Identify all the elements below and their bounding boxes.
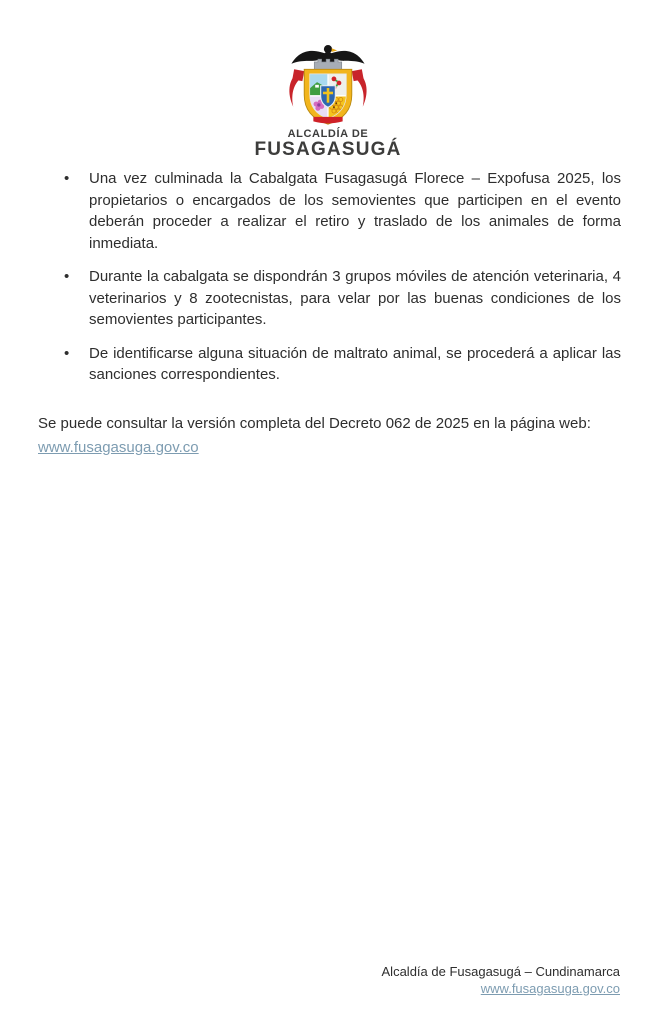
bullet-list	[38, 168, 621, 386]
website-link[interactable]: www.fusagasuga.gov.co	[38, 438, 199, 456]
org-name-small: ALCALDÍA DE	[287, 128, 369, 140]
list-item	[38, 266, 621, 331]
bullet-text: De identificarse alguna situación de maltrato animal, se procederá a aplicar las sanciones correspondientes.	[89, 344, 621, 383]
coat-of-arms-icon	[279, 40, 377, 126]
document-body	[0, 160, 656, 460]
bullet-text: Durante la cabalgata se dispondrán 3 grupos móviles de atención veterinaria, 4 veterinarios y 8 zootecnistas, para velar por las buenas condiciones de los semovientes participantes.	[89, 268, 621, 328]
header-logo	[0, 0, 656, 160]
list-item	[38, 343, 621, 386]
closing-text: Se puede consultar la versión completa del Decreto 062 de 2025 en la página web:	[38, 414, 591, 432]
org-name-large: FUSAGASUGÁ	[254, 139, 402, 160]
list-item	[38, 168, 621, 254]
footer-website-link[interactable]: www.fusagasuga.gov.co	[480, 981, 620, 996]
closing-paragraph	[38, 412, 621, 460]
page-footer	[382, 963, 620, 997]
bullet-text: Una vez culminada la Cabalgata Fusagasugá Florece – Expofusa 2025, los propietarios o encargados de los semovientes que participen en el evento deberán proceder a realizar el retiro y traslado de los animales de forma inmediata.	[89, 170, 621, 252]
bullet-marker: •	[64, 344, 70, 362]
bullet-marker: •	[64, 268, 70, 285]
bullet-marker: •	[64, 170, 70, 187]
footer-org-line: Alcaldía de Fusagasugá – Cundinamarca	[381, 964, 620, 979]
